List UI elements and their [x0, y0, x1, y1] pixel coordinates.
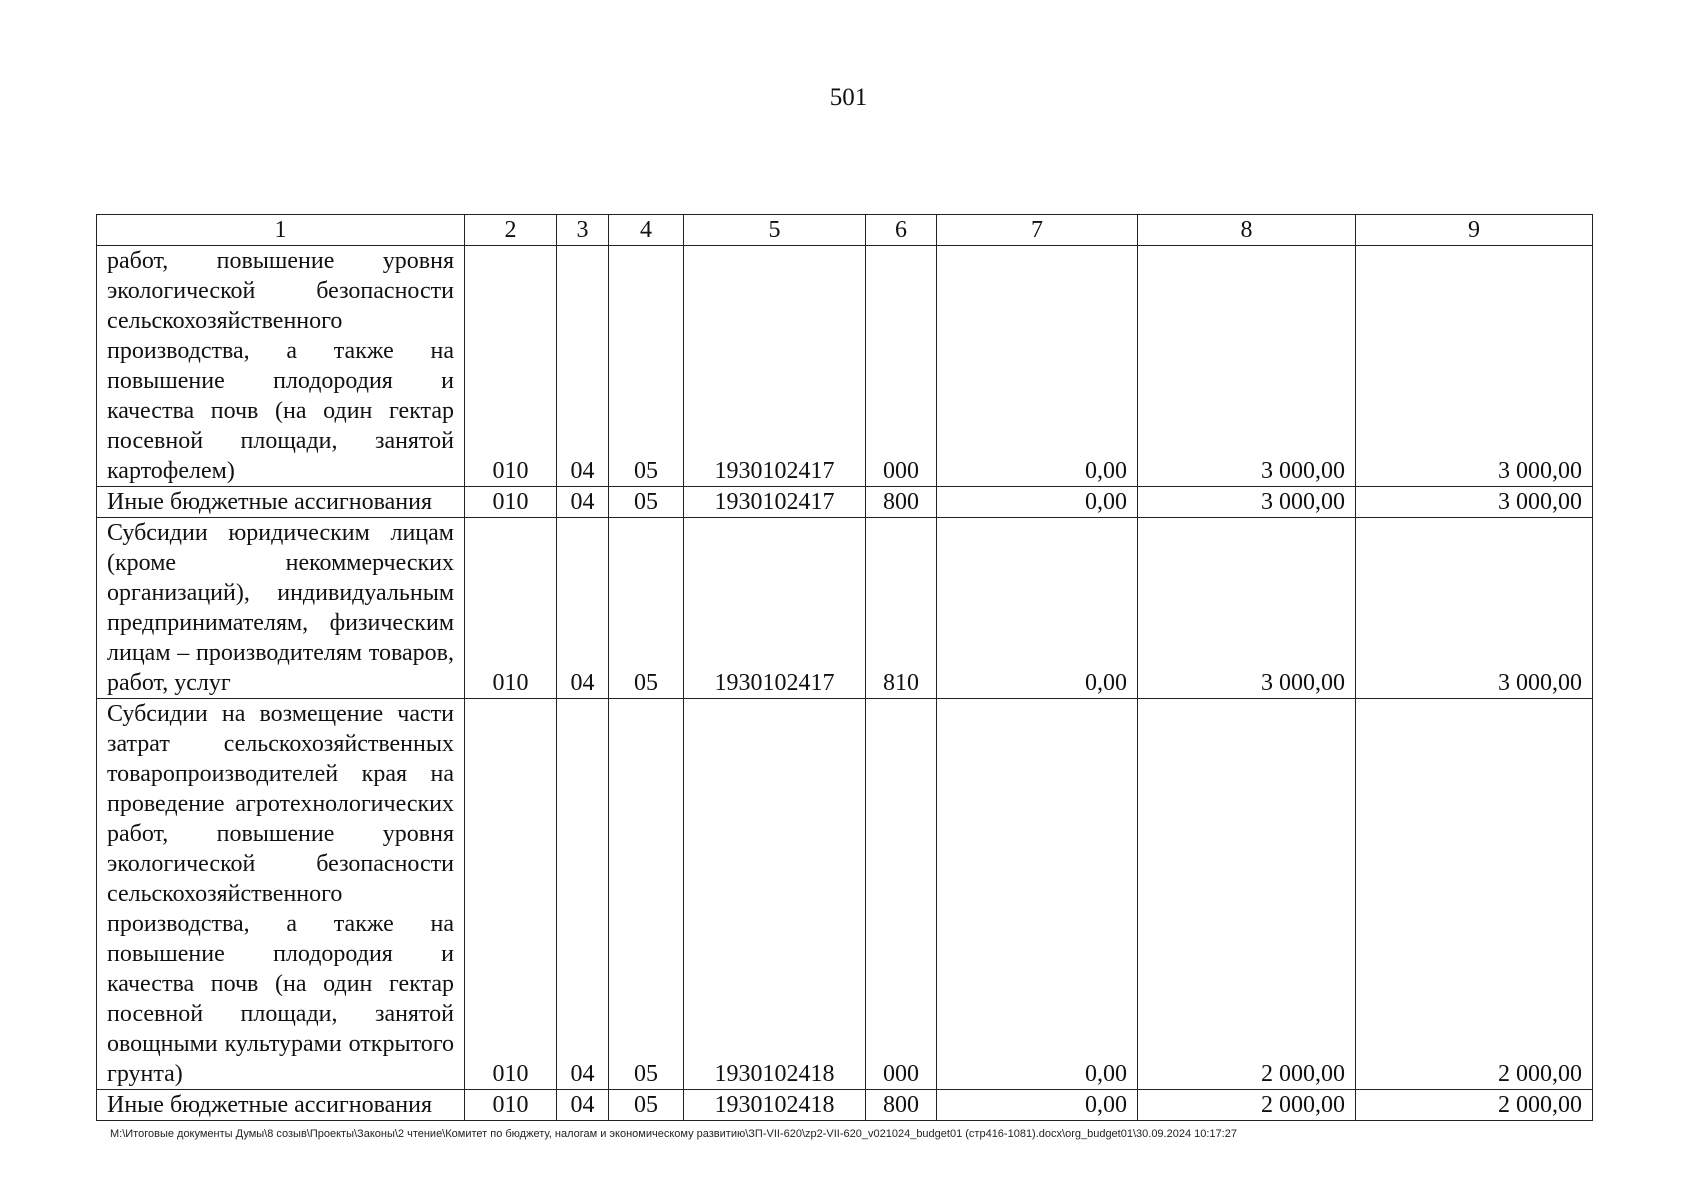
cell-ministry-code: 010 [465, 246, 557, 487]
column-header-1: 1 [97, 215, 465, 246]
table-row [97, 487, 1593, 518]
cell-expense-type: 800 [866, 487, 937, 518]
footer-file-path: М:\Итоговые документы Думы\8 созыв\Проекты\Законы\2 чтение\Комитет по бюджету, налогам и экономическому развитию\ЗП-VII-620\zp2-VII-620_v021024_budget01 (стр416-1081).docx\org_budget01\30.09.2024 10:17:27 [110, 1128, 1237, 1140]
cell-subsection-code: 05 [609, 699, 684, 1090]
cell-ministry-code: 010 [465, 518, 557, 699]
page-number: 501 [829, 84, 868, 111]
column-header-3: 3 [557, 215, 609, 246]
cell-target-article: 1930102417 [684, 246, 866, 487]
cell-amount-9: 3 000,00 [1356, 518, 1593, 699]
budget-table [96, 214, 1593, 1121]
cell-amount-7: 0,00 [937, 246, 1138, 487]
cell-amount-8: 2 000,00 [1138, 699, 1356, 1090]
cell-target-article: 1930102417 [684, 487, 866, 518]
table-row [97, 246, 1593, 487]
row-description: Субсидии на возмещение части затрат сельскохозяйственных товаропроизводителей края на проведение агротехнологических работ, повышение уровня экологической безопасности сельскохозяйственного производства, а также на повышение плодородия и качества почв (на один гектар посевной площади, занятой овощными культурами открытого грунта) [97, 699, 465, 1090]
cell-target-article: 1930102418 [684, 1090, 866, 1121]
cell-expense-type: 800 [866, 1090, 937, 1121]
cell-expense-type: 810 [866, 518, 937, 699]
table-row [97, 1090, 1593, 1121]
cell-amount-8: 3 000,00 [1138, 246, 1356, 487]
cell-amount-9: 2 000,00 [1356, 699, 1593, 1090]
cell-subsection-code: 05 [609, 518, 684, 699]
cell-subsection-code: 05 [609, 1090, 684, 1121]
column-header-9: 9 [1356, 215, 1593, 246]
column-header-4: 4 [609, 215, 684, 246]
cell-amount-8: 3 000,00 [1138, 518, 1356, 699]
row-description: Иные бюджетные ассигнования [97, 487, 465, 518]
cell-subsection-code: 05 [609, 487, 684, 518]
column-header-6: 6 [866, 215, 937, 246]
cell-ministry-code: 010 [465, 1090, 557, 1121]
cell-section-code: 04 [557, 518, 609, 699]
column-header-2: 2 [465, 215, 557, 246]
cell-section-code: 04 [557, 1090, 609, 1121]
column-header-8: 8 [1138, 215, 1356, 246]
cell-section-code: 04 [557, 246, 609, 487]
cell-subsection-code: 05 [609, 246, 684, 487]
cell-amount-7: 0,00 [937, 1090, 1138, 1121]
cell-amount-8: 2 000,00 [1138, 1090, 1356, 1121]
row-description: Иные бюджетные ассигнования [97, 1090, 465, 1121]
cell-amount-7: 0,00 [937, 518, 1138, 699]
cell-amount-9: 3 000,00 [1356, 487, 1593, 518]
cell-expense-type: 000 [866, 246, 937, 487]
cell-amount-8: 3 000,00 [1138, 487, 1356, 518]
cell-target-article: 1930102418 [684, 699, 866, 1090]
column-header-7: 7 [937, 215, 1138, 246]
cell-target-article: 1930102417 [684, 518, 866, 699]
cell-amount-7: 0,00 [937, 487, 1138, 518]
cell-expense-type: 000 [866, 699, 937, 1090]
header-row [97, 215, 1593, 246]
cell-amount-9: 2 000,00 [1356, 1090, 1593, 1121]
table-row [97, 518, 1593, 699]
cell-ministry-code: 010 [465, 699, 557, 1090]
cell-amount-9: 3 000,00 [1356, 246, 1593, 487]
row-description: работ, повышение уровня экологической безопасности сельскохозяйственного производства, а также на повышение плодородия и качества почв (на один гектар посевной площади, занятой картофелем) [97, 246, 465, 487]
row-description: Субсидии юридическим лицам (кроме некоммерческих организаций), индивидуальным предпринимателям, физическим лицам – производителям товаров, работ, услуг [97, 518, 465, 699]
cell-ministry-code: 010 [465, 487, 557, 518]
column-header-5: 5 [684, 215, 866, 246]
table-row [97, 699, 1593, 1090]
cell-amount-7: 0,00 [937, 699, 1138, 1090]
cell-section-code: 04 [557, 487, 609, 518]
cell-section-code: 04 [557, 699, 609, 1090]
